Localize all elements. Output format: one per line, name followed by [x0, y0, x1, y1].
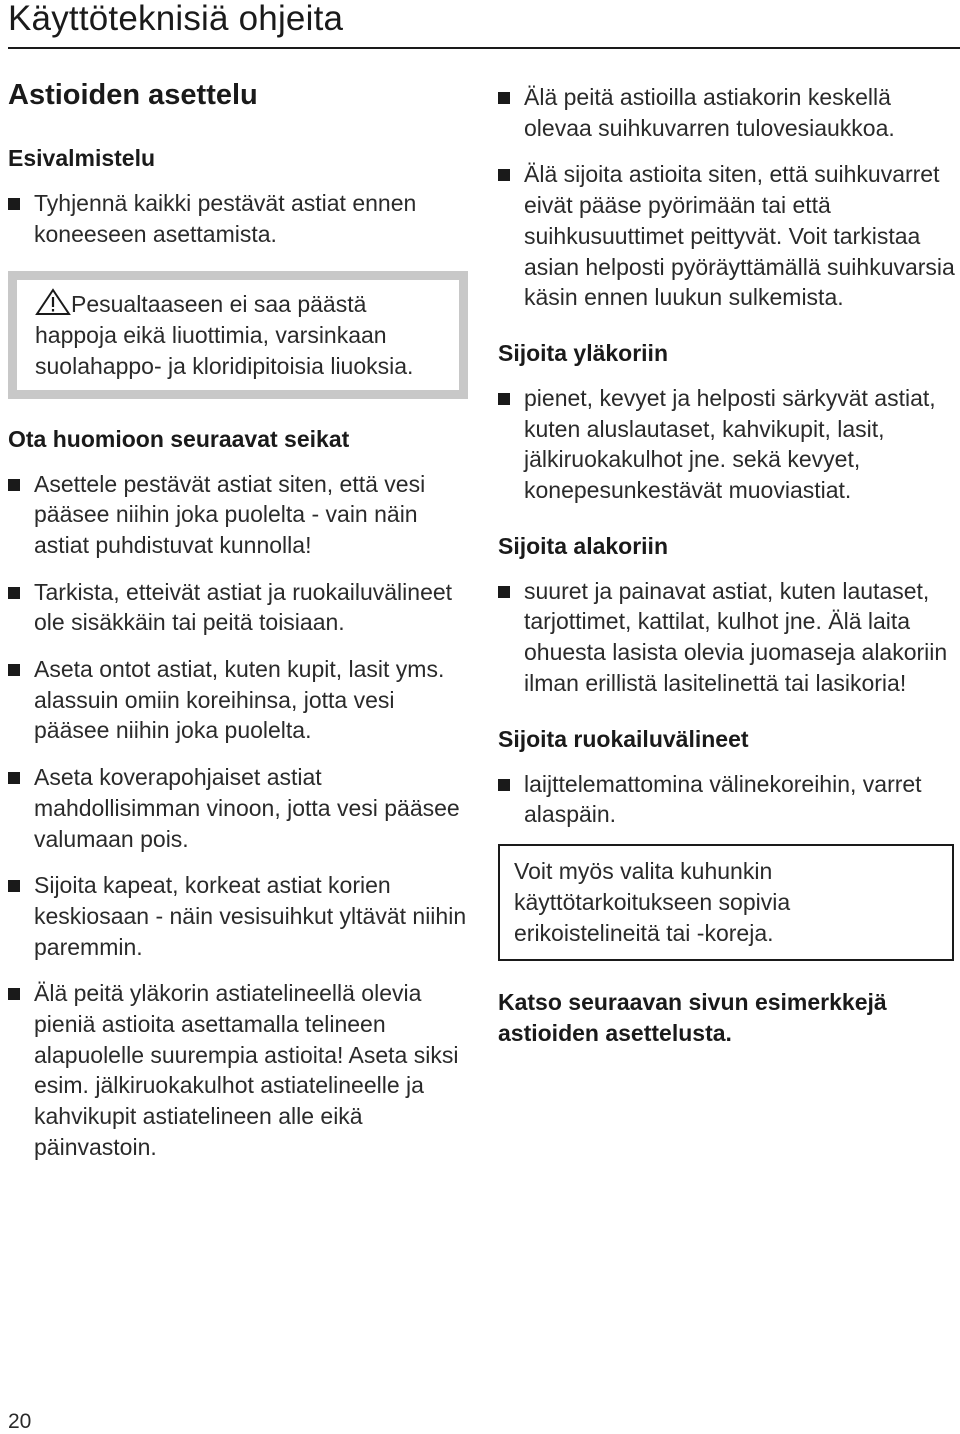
list-item-text: Aseta koverapohjaiset astiat mahdollisimman vinoon, jotta vesi pääsee valumaan pois.	[34, 764, 460, 852]
list-item	[8, 188, 468, 249]
list-item-text: Tyhjennä kaikki pestävät astiat ennen koneeseen asettamista.	[34, 190, 417, 247]
list-item-text: Sijoita kapeat, korkeat astiat korien keskiosaan - näin vesisuihkut yltävät niihin paremmin.	[34, 872, 467, 960]
cutlery-list	[498, 769, 958, 830]
upper-basket-heading: Sijoita yläkoriin	[498, 339, 668, 366]
list-item	[8, 870, 468, 962]
next-page-reference: Katso seuraavan sivun esimerkkejä astioiden asettelusta.	[498, 988, 887, 1046]
bullet-square-icon	[8, 772, 20, 784]
list-item-text: Asettele pestävät astiat siten, että vesi pääsee niihin joka puolelta - vain näin astiat puhdistuvat kunnolla!	[34, 470, 426, 558]
bullet-square-icon	[8, 664, 20, 676]
list-item	[498, 383, 958, 506]
list-item-text: suuret ja painavat astiat, kuten lautaset, tarjottimet, kattilat, kulhot jne. Älä laita ohuesta lasista olevia juomaseja alakoriin ilman erillistä lasitelinettä tai lasikoria!	[524, 577, 948, 696]
lower-basket-list	[498, 576, 958, 699]
list-item-text: Älä peitä yläkorin astiatelineellä olevia pieniä astioita asettamalla telineen alapuolelle suurempia astioita! Aseta siksi esim. jälkiruokakulhot astiatelineelle ja kahvikupit astiatelineen alle eikä päinvastoin.	[34, 980, 459, 1160]
list-item-text: Aseta ontot astiat, kuten kupit, lasit yms. alassuin omiin koreihinsa, jotta vesi pääsee niihin joka puolelta.	[34, 656, 445, 744]
list-item-text: Tarkista, etteivät astiat ja ruokailuvälineet ole sisäkkäin tai peitä toisiaan.	[34, 578, 453, 636]
list-item-text: Älä peitä astioilla astiakorin keskellä olevaa suihkuvarren tulovesiaukkoa.	[524, 84, 895, 141]
note-box	[498, 844, 954, 961]
bullet-square-icon	[498, 393, 510, 405]
page-number: 20	[8, 1410, 32, 1433]
bullet-square-icon	[8, 479, 20, 491]
header-rule	[8, 47, 960, 49]
top-list	[498, 82, 958, 313]
list-item	[8, 978, 468, 1162]
notes-heading: Ota huomioon seuraavat seikat	[8, 425, 350, 452]
prep-list	[8, 188, 468, 249]
section-title: Astioiden asettelu	[8, 79, 258, 111]
cutlery-heading: Sijoita ruokailuvälineet	[498, 725, 749, 752]
bullet-square-icon	[8, 988, 20, 1000]
list-item-text: pienet, kevyet ja helposti särkyvät astiat, kuten aluslautaset, kahvikupit, lasit, jälkiruokakulhot jne. sekä kevyet, konepesunkestävät muoviastiat.	[524, 384, 936, 504]
warning-triangle-icon	[35, 288, 71, 316]
lower-basket-heading: Sijoita alakoriin	[498, 532, 668, 559]
note-text: Voit myös valita kuhunkin käyttötarkoitukseen sopivia erikoistelineitä tai -koreja.	[514, 857, 791, 946]
list-item-text: Älä sijoita astioita siten, että suihkuvarret eivät pääse pyörimään tai että suihkusuuttimet peittyvät. Voit tarkistaa asian helposti pyöräyttämällä suihkuvarsia käsin ennen luukun sulkemista.	[524, 161, 955, 311]
bullet-square-icon	[498, 779, 510, 791]
warning-text: Pesualtaaseen ei saa päästä happoja eikä liuottimia, varsinkaan suolahappo- ja kloridipitoisia liuoksia.	[35, 291, 414, 379]
list-item	[8, 762, 468, 854]
list-item	[8, 654, 468, 746]
list-item	[498, 82, 958, 143]
warning-box	[8, 271, 468, 398]
bullet-square-icon	[8, 880, 20, 892]
bullet-square-icon	[498, 169, 510, 181]
upper-basket-list	[498, 383, 958, 506]
bullet-square-icon	[498, 586, 510, 598]
left-column	[8, 78, 468, 1163]
list-item	[8, 577, 468, 638]
bullet-square-icon	[8, 198, 20, 210]
right-column	[498, 82, 958, 1049]
page-header	[8, 0, 960, 38]
list-item	[498, 159, 958, 313]
list-item-text: laijttelemattomina välinekoreihin, varret alaspäin.	[524, 770, 922, 828]
list-item	[498, 769, 958, 830]
prep-heading: Esivalmistelu	[8, 145, 156, 171]
list-item	[498, 576, 958, 699]
bullet-square-icon	[498, 92, 510, 104]
bullet-square-icon	[8, 587, 20, 599]
page-title: Käyttöteknisiä ohjeita	[8, 0, 344, 38]
list-item	[8, 469, 468, 561]
notes-list	[8, 469, 468, 1163]
